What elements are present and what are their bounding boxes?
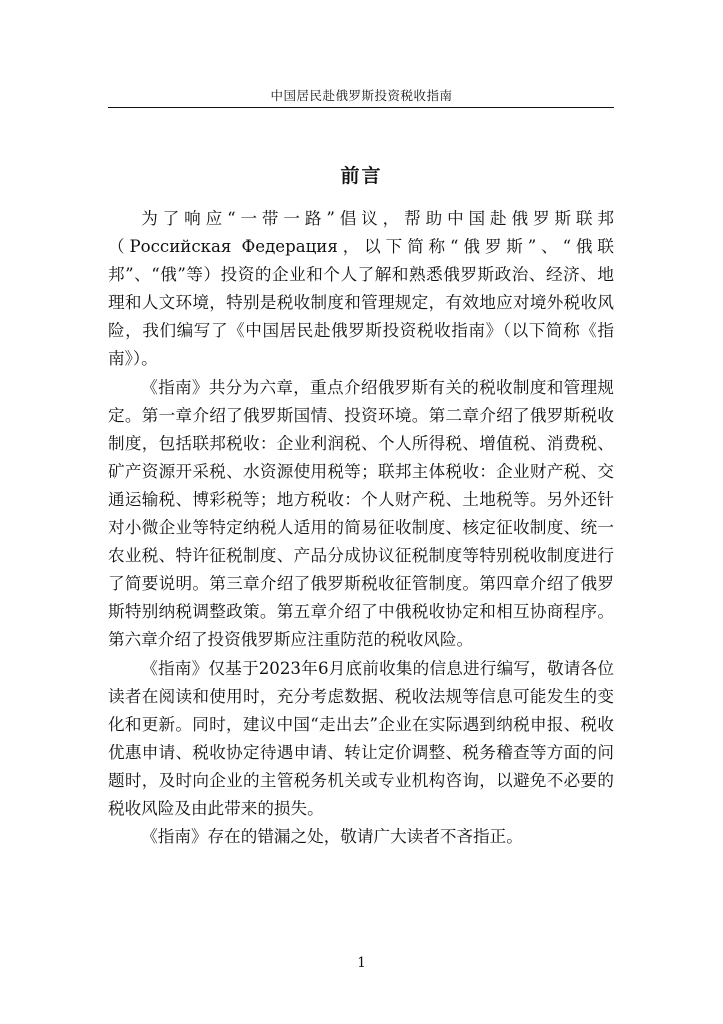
- paragraph-feedback: 《指南》存在的错漏之处，敬请广大读者不吝指正。: [141, 827, 523, 847]
- paragraph-purpose: 为了响应“一带一路”倡议，帮助中国赴俄罗斯联邦（Российская Федерация，以下简称“俄罗斯”、“俄联邦”、“俄”等）投资的企业和个人了解和熟悉俄罗斯政治、经济、地理和人文环境，特别是税收制度和管理规定，有效地应对境外税收风险，我们编写了《中国居民赴俄罗斯投资税收指南》（以下简称《指南》）。: [108, 209, 614, 369]
- running-header: 中国居民赴俄罗斯投资税收指南: [270, 88, 453, 103]
- body-text: [108, 205, 614, 851]
- page-title: 前言: [340, 165, 383, 187]
- paragraph-contents: 《指南》共分为六章，重点介绍俄罗斯有关的税收制度和管理规定。第一章介绍了俄罗斯国情、投资环境。第二章介绍了俄罗斯税收制度，包括联邦税收：企业利润税、个人所得税、增值税、消费税、矿产资源开采税、水资源使用税等；联邦主体税收：企业财产税、交通运输税、博彩税等；地方税收：个人财产税、土地税等。另外还针对小微企业等特定纳税人适用的简易征收制度、核定征收制度、统一农业税、特许征税制度、产品分成协议征税制度等特别税收制度进行了简要说明。第三章介绍了俄罗斯税收征管制度。第四章介绍了俄罗斯特别纳税调整政策。第五章介绍了中俄税收协定和相互协商程序。第六章介绍了投资俄罗斯应注重防范的税收风险。: [108, 377, 614, 650]
- paragraph-disclaimer: 《指南》仅基于2023年6月底前收集的信息进行编写，敬请各位读者在阅读和使用时，充分考虑数据、税收法规等信息可能发生的变化和更新。同时，建议中国“走出去”企业在实际遇到纳税申报、税收优惠申请、税收协定待遇申请、转让定价调整、税务稽查等方面的问题时，及时向企业的主管税务机关或专业机构咨询，以避免不必要的税收风险及由此带来的损失。: [108, 658, 614, 818]
- page-number: 1: [357, 955, 366, 971]
- header-divider: [108, 107, 614, 108]
